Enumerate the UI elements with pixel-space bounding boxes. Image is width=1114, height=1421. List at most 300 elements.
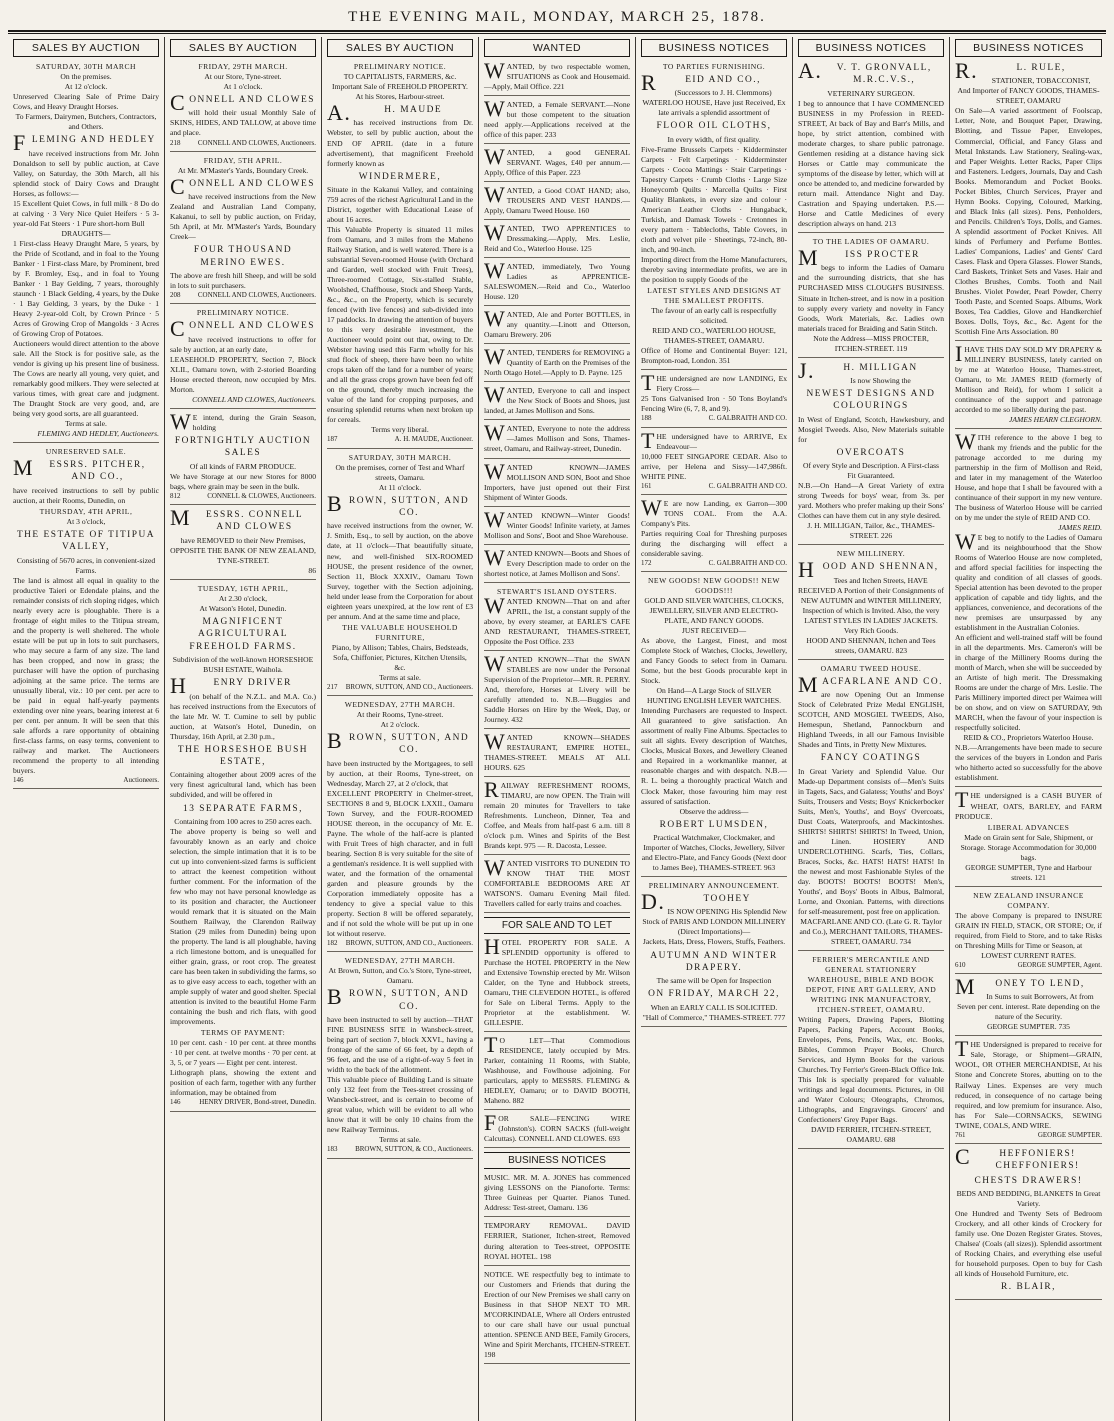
ad-number: 812 — [170, 491, 181, 500]
section-header: FOR SALE AND TO LET — [484, 917, 630, 934]
ad-signature: GEORGE SUMPTER, Tyne and Harbour streets. 121 — [965, 862, 1092, 882]
wanted-ad — [484, 458, 630, 507]
wanted-ad — [484, 58, 630, 96]
ad-text: WANTED KNOWN—Winter Goods! Winter Goods! Infinite variety, at James Mollison and Sons', Boot and Shoe Warehouse. — [484, 506, 630, 540]
ad-date: TUESDAY, 16TH APRIL, — [197, 583, 289, 593]
advertisement — [798, 58, 944, 233]
ad-text: begs to inform the Ladies of Oamaru and the surrounding districts, that she has PURCHASED MISS CLOUGH'S BUSINESS. Situate in Itchen-street, and is now in a position to supply every variety and novelty in Fancy Goods, Work Materials, &c. Ladies own materials traced for Braiding and Satin Stitch. — [798, 263, 944, 333]
ad-heading: PRELIMINARY NOTICE. — [353, 62, 447, 71]
wanted-ad — [484, 220, 630, 258]
ad-headline: THE VALUABLE HOUSEHOLD FURNITURE, — [342, 622, 458, 642]
ad-time: At 12 o'clock. — [64, 82, 108, 92]
ad-footer — [327, 939, 473, 948]
columns — [8, 37, 1106, 1421]
advertisement — [641, 62, 787, 370]
ad-terms: Terms at sale. — [379, 672, 421, 682]
ad-text: WANTED, a Female SERVANT.—None but those competent to the situation need apply.—Applications received at the office of this paper. 233 — [484, 96, 630, 140]
ad-footer — [13, 776, 159, 785]
ad-place: At Mr. M'Master's Yards, Boundary Creek. — [177, 165, 309, 175]
advertisement — [13, 447, 159, 789]
advertisement — [955, 340, 1102, 429]
ad-signature-text: Practical Watchmaker, Clockmaker, and Importer of Watches, Clocks, Jewellery, Silver and Electro-Plate, and Fancy Goods (Next door to James Bee), THAMES-STREET. 963 — [641, 832, 787, 872]
ad-text: have REMOVED to their New Premises, — [180, 535, 306, 545]
ad-footer — [170, 291, 316, 300]
ad-text: MUSIC. MR. M. A. JONES has commenced giving LESSONS on the Pianoforte. Terms: Three Guineas per Quarter. Pianos Tuned. Address: Test-street, Oamaru. 136 — [484, 1173, 630, 1213]
advertisement — [955, 428, 1102, 788]
ad-text: WANTED, TENDERS for REMOVING a Quantity of Earth on the Premises of the North Otago Hotel.—Apply to D. Payne. 125 — [484, 344, 630, 378]
ad-footer — [641, 414, 787, 423]
ad-text: TEMPORARY REMOVAL. DAVID FERRIER, Stationer, Itchen-street, Removed during alteration to Tees-street, OPPOSITE ROYAL HOTEL. 198 — [484, 1221, 630, 1261]
ad-agent: MESSRS. CONNELL AND CLOWES — [170, 504, 304, 533]
masthead-rule-thin — [8, 33, 1106, 34]
wanted-ad — [484, 344, 630, 382]
ad-body: The land is almost all equal in quality to the productive Taieri or Edendale plains, and the remainder consists of rich sloping ridges, which nearly every acre is ploughable. There is a frontage of eight miles to the Titipua stream, and the property is well sheltered. The whole estate will be put up in lots to suit purchasers, who may secure a farm of any size. The land has been cropped, and now in grass; the purchaser will have the option of purchasing adjoining at the same price. The terms are unusually liberal, viz.: 10 per cent. per acre to be paid in equal half-yearly payments extending over nine years, bearing interest at 6 per cent. per annum. It will be seen that this sale affords a rare opportunity of obtaining first-class farms, on easy terms, convenient to railway and market. The Auctioneers recommend the property to all intending buyers. — [13, 575, 159, 775]
section-header: BUSINESS NOTICES — [484, 1152, 630, 1169]
ad-signature: REID AND CO., WATERLOO HOUSE, THAMES-STREET, OAMARU. — [652, 326, 776, 346]
ad-to: To Farmers, Dairymen, Butchers, Contractors, and Others. — [15, 112, 157, 132]
column-header: BUSINESS NOTICES — [798, 39, 944, 57]
ad-text: IS NOW OPENING His Splendid New Stock of PARIS AND LONDON MILLINERY (Direct Importations)— — [642, 907, 787, 937]
ad-subhead: DRAUGHTS— — [61, 228, 111, 238]
ad-place: At their Rooms, Tyne-street. — [356, 709, 444, 719]
ad-number: 161 — [641, 481, 652, 490]
ad-estate: THE HORSESHOE BUSH ESTATE, — [177, 744, 309, 768]
ad-signature: Auctioneers. — [123, 776, 159, 785]
advertisement — [955, 973, 1102, 1036]
advertisement — [484, 1270, 630, 1364]
ad-place: On the premises, corner of Test and Wharf streets, Oamaru. — [335, 462, 465, 482]
advertisement — [327, 453, 473, 696]
ad-headline: MAGNIFICENT AGRICULTURAL FREEHOLD FARMS. — [189, 616, 297, 652]
ad-footer — [955, 1131, 1102, 1140]
ad-text: WANTED, Ale and Porter BOTTLES, in any quantity.—Linott and Otterson, Oamaru Brewery. 206 — [484, 306, 630, 340]
ad-text: Writing Papers, Drawing Papers, Blotting Papers, Packing Papers, Account Books, Envelopes, Pens, Pencils, Wax, etc. Books, Bibles, Common Prayer Books, Church Services, and Hymn Books for the various Churches. Try Ferrier's Green-Black Office Ink. This Ink is specially prepared for valuable writings and legal documents. Pictures, in Oil and Water Colours; Oleographs, Chromos, Lithographs, and Engravings. Grocers' and Confectioners' Grey Paper Bags. — [798, 1015, 944, 1125]
ad-text: As above, the Largest, Finest, and most Complete Stock of Watches, Clocks, Jewellery, and Fancy Goods to select from in Oamaru. Some, but the best Goods procurable kept in Stock. — [641, 636, 787, 686]
ad-signature: HOOD AND SHENNAN, Itchen and Tees streets, OAMARU. 823 — [806, 635, 936, 655]
ad-text: WANTED, a Good COAT HAND; also, TROUSERS AND VEST HANDS.—Apply, Oamaru Tweed House. 160 — [484, 182, 630, 216]
column-header: BUSINESS NOTICES — [641, 39, 787, 57]
ad-agent: MACFARLANE AND CO. — [798, 671, 943, 697]
ad-just: JUST RECEIVED— — [681, 626, 747, 636]
ad-signature: REID & CO., Proprietors Waterloo House. — [963, 733, 1094, 743]
ad-time: At 11 o'clock. — [378, 482, 422, 492]
column-4 — [479, 37, 636, 1421]
ad-text: Tees and Itchen Streets, HAVE RECEIVED A Portion of their Consignments of NEW AUTUMN and WINTER MILLINERY, Inspection of which is Invited. Also, the very LATEST STYLES IN LADIES' JACKETS. Very Rich Goods. — [798, 575, 944, 635]
ad-body: EXCELLENT PROPERTY in Chelmer-street, SECTIONS 8 and 9, BLOCK LXXII., Oamaru Town Survey, and the FOUR-ROOMED HOUSE thereon, in the occupancy of Mr. E. Payne. The whole of the half-acre is planted with Fruit Trees of high character, and in full bearing. Section 8 is very suitable for the site of a gentleman's residence. It is well supplied with water, and the formation of the ornamental garden and pleasure grounds by the Corporation immediately opposite has a tendency to give a special value to this property. Section 8 will be offered separately, and if not sold the whole will be put up in one lot without reserve. — [327, 788, 473, 939]
ad-time: At 3 o'clock, — [66, 516, 106, 526]
ad-heading: NEW MILLINERY. — [836, 549, 906, 559]
ad-date: FRIDAY, 5TH APRIL. — [203, 155, 283, 165]
ad-number: 182 — [327, 939, 338, 948]
ad-text: The above Company is prepared to INSURE GRAIN IN FIELD, STACK, OR STORE; Or, if required, from Field to Store, and to take Risks on Threshing Mills for Time or Season, at — [955, 910, 1102, 950]
advertisement — [484, 1173, 630, 1217]
ad-signature: CONNELL & CLOWES, Auctioneers. — [207, 491, 316, 500]
ad-number: 86 — [308, 565, 316, 575]
ad-hand: On Hand—A Large Stock of SILVER HUNTING ENGLISH LEVER WATCHES. — [646, 686, 781, 706]
ad-title: STATIONER, TOBACCONIST, — [991, 76, 1091, 86]
masthead-rule — [8, 30, 1106, 32]
ad-text: In Sums to suit Borrowers, At from Seven per cent. interest. Rate depending on the nature of the Security. — [957, 992, 1100, 1022]
advertisement — [327, 62, 473, 449]
ad-number: 183 — [327, 1145, 338, 1154]
ad-sub: Subdivision of the well-known HORSESHOE BUSH ESTATE, Waihola. — [172, 655, 314, 675]
ad-signature: R. BLAIR, — [1001, 1282, 1056, 1293]
ad-title: VETERINARY SURGEON. — [827, 88, 915, 98]
ad-number: 188 — [641, 414, 652, 423]
ad-agent: CONNELL AND CLOWES — [170, 173, 315, 199]
ad-number: 218 — [170, 138, 181, 147]
ad-agent: CONNELL AND CLOWES — [170, 90, 315, 116]
wanted-ad — [484, 258, 630, 306]
column-6 — [793, 37, 950, 1421]
ad-agent: BROWN, SUTTON, AND CO. — [327, 984, 470, 1012]
advertisement — [798, 357, 944, 546]
ad-agent: MISS PROCTER — [798, 245, 920, 271]
ad-early: When an EARLY CALL IS SOLICITED. — [650, 1002, 778, 1012]
wanted-ad — [484, 420, 630, 458]
ad-number: 146 — [170, 1098, 181, 1107]
ad-rates: LOWEST CURRENT RATES. — [981, 950, 1076, 960]
ad-terms: Terms at sale. — [65, 418, 107, 428]
ad-number: 217 — [327, 682, 338, 691]
ad-footer — [327, 1145, 473, 1154]
column-header: SALES BY AUCTION — [170, 39, 316, 57]
ad-number: 187 — [327, 435, 338, 444]
wanted-ad — [484, 306, 630, 344]
advertisement — [484, 650, 630, 729]
ad-headline: NEWEST DESIGNS AND COLOURINGS — [806, 389, 936, 412]
advertisement — [798, 549, 944, 660]
advertisement — [641, 494, 787, 572]
ad-sub: CHESTS DRAWERS! — [974, 1175, 1083, 1186]
ad-heading: NEW ZEALAND INSURANCE COMPANY. — [973, 890, 1084, 910]
advertisement — [170, 62, 316, 152]
ad-footer — [327, 435, 473, 444]
ad-date: WEDNESDAY, 27TH MARCH. — [344, 956, 456, 966]
ad-agent: MESSRS. PITCHER, AND CO., — [13, 454, 146, 483]
advertisement — [955, 787, 1102, 886]
ad-date: FRIDAY, 29TH MARCH. — [198, 62, 288, 71]
advertisement — [327, 956, 473, 1158]
advertisement — [798, 664, 944, 951]
ad-number: 208 — [170, 291, 181, 300]
advertisement — [955, 1036, 1102, 1143]
ad-text: have received instructions from the New Zealand and Australian Land Company, Kakanui, to sell by public auction, on Friday, 5th April, at Mr. M'Master's Yards, Boundary Creek— — [170, 192, 316, 242]
ad-signature: BROWN, SUTTON, AND CO., Auctioneers. — [345, 939, 473, 948]
ad-to: TO CAPITALISTS, FARMERS, &c. — [343, 72, 457, 82]
ad-place: OPPOSITE THE BANK OF NEW ZEALAND, TYNE-STREET. — [170, 545, 316, 565]
wanted-ad — [484, 96, 630, 144]
ad-footer — [327, 683, 473, 692]
ad-list: 1 First-class Heavy Draught Mare, 5 years, by the Pride of Scotland, and in foal to the Young Banker · 1 First-class Mare, by Prominent, bred by F. Bromley, Esq., and in foal to Young Banker · 1 Bay Gelding, 7 years, thoroughly staunch · 1 Black Gelding, 4 years, by the Duke · 1 Bay Gelding, 3 years, by the Duke · 1 Heavy 2-year-old Colt, by Crown Prince · 5 Acres of Growing Crop of Mangolds · 3 Acres of Growing Crop of Potatoes. — [13, 238, 159, 338]
ad-signature: GEORGE SUMPTER. — [1037, 1130, 1102, 1139]
ad-fancy: FANCY COATINGS — [820, 753, 922, 764]
ad-date: THURSDAY, 4TH APRIL, — [39, 506, 133, 516]
ad-sub: And Importer of FANCY GOODS, THAMES-STREET, OAMARU — [957, 86, 1100, 106]
column-2 — [165, 37, 322, 1421]
advertisement — [798, 955, 944, 1149]
ad-text: have received instructions from Mr. John Donaldson to sell by public auction, at Cave Valley, on Saturday, the 30th March, all his splendid stock of Dairy Cows and Draught Horses, as follows:— — [13, 148, 159, 198]
column-1 — [8, 37, 165, 1421]
ad-sub: Piano, by Allison; Tables, Chairs, Bedsteads, Sofa, Chiffonier, Pictures, Kitchen Utensils, &c. — [331, 642, 469, 672]
ad-heading: STEWART'S ISLAND OYSTERS. — [497, 586, 617, 596]
wanted-ad — [484, 182, 630, 220]
ad-time: At 2.30 o'clock, — [218, 593, 268, 603]
ad-agent: BROWN, SUTTON, AND CO. — [327, 490, 470, 519]
ad-text: WANTED KNOWN—Boots and Shoes of Every Description made to order on the shortest notice, at James Mollison and Sons'. — [484, 544, 630, 578]
ad-office: Office of Home and Continental Buyer: 121, Brompton-road, London. 351 — [641, 346, 787, 366]
ad-text: WE are now Landing, ex Garron—300 TONS COAL. From the A.A. Company's Pits. — [641, 494, 787, 528]
column-7 — [950, 37, 1106, 1421]
ad-signature: C. GALBRAITH AND CO. — [708, 414, 787, 423]
advertisement — [170, 156, 316, 305]
ad-text: WANTED, a good GENERAL SERVANT. Wages, £40 per annum.—Apply, Office of this Paper. 223 — [484, 144, 630, 178]
advertisement — [484, 855, 630, 913]
ad-heading: LIBERAL ADVANCES — [987, 822, 1070, 832]
column-header: SALES BY AUCTION — [327, 39, 473, 57]
ad-heading: PRELIMINARY ANNOUNCEMENT. — [648, 881, 780, 891]
ad-text: FOR SALE—FENCING WIRE (Johnston's). CORN SACKS (full-weight Calcuttas). CONNELL AND CLOWES. 693 — [484, 1110, 630, 1144]
ad-place: "Hall of Commerce," THAMES-STREET. 777 — [642, 1012, 786, 1022]
advertisement — [484, 728, 630, 777]
ad-date: SATURDAY, 30TH MARCH. — [348, 452, 452, 462]
ad-signature: C. GALBRAITH AND CO. — [708, 558, 787, 567]
ad-text: I beg to announce that I have COMMENCED BUSINESS in my Profession in REED-STREET, At back of Bay and Barr's Mills, and hope, by strict attention, combined with moderate charges, to share public patronage. Gentlemen residing at a distance having sick Horses or Cattle may communicate the symptoms of the disease by letter, which will at once be attended to, and medicine forwarded by return mail. Attendance Night and Day. Castration and Spaying undertaken. P.S.—Horse and Cattle Medicines of every description always on hand. 213 — [798, 98, 944, 229]
ad-number: 146 — [13, 776, 24, 785]
advertisement — [170, 584, 316, 1112]
ad-heading: FERRIER'S MERCANTILE AND GENERAL STATIONERY WAREHOUSE, BIBLE AND BOOK DEPOT, FINE ART GALLERY, AND WRITING INK MANUFACTORY, ITCHEN-STREET, OAMARU. — [805, 955, 937, 1015]
ad-text: have received instructions to sell by public auction, at their Rooms, Dunedin, on — [13, 485, 159, 505]
ad-text: WANTED KNOWN—JAMES MOLLISON AND SON, Boot and Shoe Importers, have just opened out their First Shipment of Winter Goods. — [484, 458, 630, 502]
column-header: SALES BY AUCTION — [13, 39, 159, 57]
ad-signature: CONNELL AND CLOWES, Auctioneers. — [192, 394, 316, 404]
ad-agent: J.H. MILLIGAN — [798, 357, 918, 383]
ad-list: 25 Tons Galvanised Iron · 50 Tons Boyland's Fencing Wire (6, 7, 8, and 9). — [641, 394, 787, 414]
ad-place: At his Stores, Harbour-street. — [355, 92, 445, 102]
ad-text: WANTED, Everyone to call and inspect the New Stock of Boots and Shoes, just landed, at James Mollison and Sons. — [484, 382, 630, 416]
ad-body: An efficient and well-trained staff will be found in all the departments. Mrs. Cameron's will be in charge of the Millinery Rooms during the month of March, when she will be succeeded by an Artiste of high merit. The Dressmaking Rooms are under the charge of Mrs. Leslie. The Paris Millinery imported direct per Waimea will be on show, and on view on SATURDAY, 9th MARCH, when the favour of your inspection is respectfully solicited. — [955, 633, 1102, 733]
ad-agent: A.H. MAUDE — [327, 100, 443, 126]
ad-signature: JAMES HEARN CLEGHORN. — [1008, 414, 1102, 424]
ad-place: At Brown, Sutton, and Co.'s Store, Tyne-street, Oamaru. — [328, 966, 472, 986]
ad-terms: Terms at sale. — [379, 1135, 421, 1145]
advertisement — [641, 576, 787, 877]
advertisement — [641, 881, 787, 1027]
advertisement — [955, 891, 1102, 974]
ad-sub: GOLD AND SILVER WATCHES, CLOCKS, JEWELLERY, SILVER AND ELECTRO-PLATE, AND FANCY GOODS. — [644, 596, 784, 626]
ad-body: This Valuable Property is situated 11 miles from Oamaru, and 3 miles from the Maheno Railway Station, and is well watered. There is a substantial Seven-roomed House (with Orchard and Garden, well stocked with Fruit Trees), Three-roomed Cottage, Six-stalled Stable, Woolshed, Chaffhouse, Stock and Sheep Yards, &c., &c., on the Property, which is securely fenced (with live fences) and sub-divided into 17 paddocks. In drawing the attention of buyers to this very desirable investment, the Auctioneer would point out that, owing to Dr. Webster having used this Farm wholly for his stud flock of sheep, there have been no white crops taken off the land for a number of years; and all the grass crops grown have been fed off on the ground, thereby much increasing the value of the land for cropping purposes, and ensuring splendid returns when next broken up for cereals. — [327, 225, 473, 425]
ad-farms-text: Containing from 100 acres to 250 acres each. — [174, 816, 312, 826]
ad-text: have been instructed to sell by auction—THAT FINE BUSINESS SITE in Wansbeck-street, being part of section 7, block XXVI., having a frontage of the same of 66 feet, by a depth of 96 feet, and the use of a right-of-way 5 feet in width to the back of the allotment. — [327, 1015, 473, 1075]
ad-text: RAILWAY REFRESHMENT ROOMS, TIMARU, are now OPEN. The Train will remain 20 minutes for Travellers to take Refreshments. Luncheon, Dinner, Tea and Coffee, and Meals from half-past 6 a.m. till 8 o'clock p.m. Wines and Spirits of the Best Brands kept. 975 — R. Dacosta, Lessee. — [484, 776, 630, 851]
ad-place: At Watson's Hotel, Dunedin. — [199, 603, 287, 613]
ad-footer — [170, 1098, 316, 1107]
ad-list: Jackets, Hats, Dress, Flowers, Stuffs, Feathers. — [642, 937, 786, 947]
ad-sub: In every width, of first quality. — [667, 134, 761, 144]
ad-text: HOTEL PROPERTY FOR SALE. A SPLENDID opportunity is offered to Purchase the HOTEL PROPERTY in the New and Extensive Township erected by Mr. Wilson Calder, on the Tyne and Hubbock streets, Oamaru, THE CLEVEDON HOTEL, is offered for Sale on Liberal Terms. Apply to the Proprietor at the establishment. W. GILLESPIE. — [484, 934, 630, 1028]
advertisement — [641, 370, 787, 427]
ad-coats-text: Of every Style and Description. A First-class Fit Guaranteed. — [802, 461, 940, 481]
ad-signature: J. H. MILLIGAN, Tailor, &c., THAMES-STREET. 226 — [807, 521, 935, 541]
ad-heading: PRELIMINARY NOTICE. — [196, 308, 290, 318]
ad-body: Parties requiring Coal for Threshing purposes during the discharging will effect a considerable saving. — [641, 528, 787, 558]
ad-styles: LATEST STYLES AND DESIGNS AT THE SMALLEST PROFITS. — [647, 286, 781, 306]
ad-date: WEDNESDAY, 27TH MARCH. — [344, 699, 456, 709]
ad-text: (Successors to J. H. Clemmons) WATERLOO HOUSE, Have just Received, Ex late arrivals a splendid assortment of — [642, 88, 786, 118]
ad-heading: NEW GOODS! NEW GOODS!! NEW GOODS!!! — [647, 576, 781, 596]
ad-estate-text: Containing altogether about 2009 acres of the very finest agricultural land, which has been subdivided, and will be offered in — [170, 770, 316, 800]
ad-text: IHAVE THIS DAY SOLD MY DRAPERY & MILLINERY BUSINESS, lately carried on by me at Waterloo House, Thames-street, Oamaru, to Mr. JAMES REID (formerly of Mollison and Reid), for whom I solicit a continuance of the support and patronage accorded to me so liberally during the past. — [955, 340, 1102, 414]
ad-signature: BROWN, SUTTON, AND CO., Auctioneers. — [345, 682, 473, 691]
ad-text: WANTED KNOWN—That the SWAN STABLES are now under the Personal Supervision of the Proprietor—MR. R. PERRY. And, therefore, Horses at Livery will be carefully attended to. N.B.—Buggies and Saddle Horses on Hire by the Week, Day, or Journey. 432 — [484, 650, 630, 724]
ad-text: WANTED, immediately, Two Young Ladies as APPRENTICE-SALESWOMEN.—Reid and Co., Waterloo House. 120 — [484, 258, 630, 302]
ad-text: THE undersigned is a CASH BUYER of WHEAT, OATS, BARLEY, and FARM PRODUCE. — [955, 787, 1102, 821]
ad-body: This valuable piece of Building Land is situate only 132 feet from the Tees-street crossing of Wansbeck-street, and is certain to become of great value, which will be evident to all who know that it will be only 10 chains from the new Railway Terminus. — [327, 1075, 473, 1135]
advertisement — [170, 504, 316, 580]
ad-text: WANTED KNOWN—That on and after APRIL, the 1st, a constant supply of the above, by every steamer, at EARLE'S CAFE AND RESTAURANT, THAMES-STREET, Opposite the Post Office. 233 — [484, 592, 630, 646]
ad-text: WANTED KNOWN—SHADES RESTAURANT, EMPIRE HOTEL, THAMES-STREET. MEALS AT ALL HOURS. 625 — [484, 728, 630, 772]
for-sale-ad — [484, 934, 630, 1032]
column-header: WANTED — [484, 39, 630, 57]
ad-list: Five-Frame Brussels Carpets · Kidderminster Carpets · Felt Carpetings · Kidderminster Carpets · Cocoa Mattings · Stair Carpetings · Tapestry Carpets · Crumb Cloths · Large Size Honeycomb Quilts · Marcella Quilts · First Quality Blankets, in every size and colour · American Leather Cloths · Hungaback, Turkish, and Damask Towels · Cretonnes in every pattern · Tablecloths, Table Covers, in cloth and velvet pile · Sheetings, 72-inch, 80-inch, and 90-inch. — [641, 144, 787, 255]
ad-headline: CHEFFONIERS! CHEFFONIERS! — [955, 1143, 1080, 1172]
ad-list: 10,000 FEET SINGAPORE CEDAR. Also to arrive, per Helena and Sissy—147,986ft. WHITE PINE. — [641, 451, 787, 481]
ad-footer — [955, 961, 1102, 970]
advertisement — [13, 62, 159, 443]
column-5 — [636, 37, 793, 1421]
ad-headline: MONEY TO LEND, — [955, 973, 1085, 999]
ad-body: LEASEHOLD PROPERTY, Section 7, Block XLII., Oamaru town, with 2-storied Boarding House erected thereon, now occupied by Mrs. Morton. — [170, 354, 316, 394]
ad-agent: BROWN, SUTTON, AND CO. — [327, 727, 470, 756]
ad-number: 761 — [955, 1130, 966, 1139]
wanted-ad — [484, 544, 630, 583]
ad-signature: FLEMING AND HEDLEY, Auctioneers. — [37, 428, 159, 438]
ad-body: Unreserved Clearing Sale of Prime Dairy Cows, and Heavy Draught Horses. — [13, 92, 159, 112]
ad-terms-heading: TERMS OF PAYMENT: — [200, 1028, 286, 1038]
ad-text: THE undersigned are now LANDING, Ex Fiery Cross— — [641, 370, 787, 396]
advertisement — [955, 1143, 1102, 1300]
ad-note: Auctioneers would direct attention to the above sale. All the Stock is for positive sale, as the vendor is giving up his present line of business. The Cows are nearly all young, very quiet, and remarkably good milkers. They were selected at various times, with great care and judgment. The Draught Stock are very good, and, are being very good sorts, are all guaranteed. — [13, 338, 159, 418]
ad-heading: UNRESERVED SALE. — [45, 446, 127, 456]
ad-estate: THE ESTATE OF TITIPUA VALLEY, — [16, 529, 156, 553]
ad-time: At 2 o'clock. — [380, 719, 420, 729]
advertisement — [641, 427, 787, 495]
ad-body: Intending Purchasers are requested to Inspect. All guaranteed to give satisfaction. An assortment of really Fine Albums. Spectacles to suit all sights. Every description of Watches, Clocks, Musical Boxes, and Jewellery Cleaned and Repaired in a workmanlike manner, at reasonable charges and with despatch. N.B.—R. L. being a thoroughly practical Watch and Clock Maker, those favouring him may rest assured of satisfaction. — [641, 706, 787, 806]
wanted-ad — [484, 506, 630, 545]
ad-footer — [641, 482, 787, 491]
wanted-ad — [484, 382, 630, 420]
ad-estate: WINDERMERE, — [358, 171, 442, 182]
ad-note: N.B.—Arrangements have been made to secure the services of the buyers in London and Paris who hitherto acted so successfully for the above establishment. — [955, 743, 1102, 783]
ad-text: THE Undersigned is prepared to receive for Sale, Storage, or Shipment—GRAIN, WOOL, OR OTHER MERCHANDISE, At his Stone and Concrete Stores, abutting on to the Railway Lines. Expenses are very much reduced, in consequence of no cartage being required, and low premium for insurance. Also, has For Sale—CORNSACKS, SEWING TWINE, COALS, AND WIRE. — [955, 1036, 1102, 1130]
ad-signature: CONNELL AND CLOWES, Auctioneers. — [197, 291, 316, 300]
ad-agent: HOOD AND SHENNAN, — [798, 557, 939, 583]
wanted-ad — [484, 144, 630, 182]
for-sale-ad — [484, 1032, 630, 1110]
ad-body: The above property is being so well and favourably known as an early and choice selection, the simple intimation that it is to be cut up into convenient-sized farms is sufficient to attract the keenest competition without further comment. For the information of the few who may not have personal knowledge as to its position and character, the Auctioneer would remark that it is situated on the Main Southern Railway, the Clarendon Railway Station (29 miles from Dunedin) being upon the property. The land is all ploughable, having a rich limestone bottom, and is unequalled for either grain, grass, or root crop. The greatest care has been taken in subdividing the farms, so as to give easy access to each, together with an ample supply of water and good shelter. Special attention is invited to the beautiful Home Farm containing the bush and rich flats, with good improvements. — [170, 826, 316, 1027]
ad-text: On Sale—A varied assortment of Foolscap, Letter, Note, and Bouquet Paper, Drawing, Blotting, and Tissue Paper, Envelopes, Commercial, Official, and Fancy Glass and Metal Inkstands. Law Stationery, Sealing-wax, and Paper Weights. Letter Racks, Paper Clips and Fasteners. Ledgers, Journals, Day and Cash Books. Memorandum and Pocket Books. Pocket Bibles, Church Services, Prayer and Hymn Books. Copying, Coloured, Marking, and Black Inks (all sizes). Pens, Penholders, and Pencils. Children's Toys, Dolls, and Games. A splendid assortment of Pocket Knives. All kinds of Perfumery and Perfume Bottles. Ladies' Companions, Ladies' and Gents' Card Cases. Flask and Opera Glasses. Flower Stands, Card Baskets, Trinket Sets and Vases. Hair and Clothes Brushes, Combs. Tooth and Nail Brushes. Violet Powder, Pearl Powder, Cherry Tooth Paste, and Scented Soaps. Albums, Work Boxes, Tea Caddies, Glove and Handkerchief Boxes. Dolls, Toys, &c., &c. Agent for the Scottish Fine Arts Association. 80 — [955, 106, 1102, 336]
ad-headline: FORTNIGHTLY AUCTION SALES — [174, 435, 312, 459]
ad-text: has received instructions from Dr. Webster, to sell by public auction, about the END OF APRIL (date in a future advertisement), that magnificent Freehold formerly known as — [327, 118, 473, 168]
ad-estate-text: Situate in the Kakanui Valley, and containing 759 acres of the richest Agricultural Land in the District, together with Educational Lease of about 16 acres. — [327, 184, 473, 224]
ad-time: At 1 o'clock. — [223, 82, 263, 92]
ad-text: WITH reference to the above I beg to thank my friends and the public for the patronage accorded to me during my partnership in the firm of Mollison and Reid, and later in my management of the Waterloo House, and hope that I shall be favoured with a continuance of their support in my new venture. The business of Waterloo House will be carried on by me under the style of REID AND CO. — [955, 428, 1102, 523]
ad-text: (on behalf of the N.Z.L. and M.A. Co.) has received instructions from the Executors of the late Mr. W. T. Cumine to sell by public auction, at Watson's Hotel, Dunedin, on Thursday, 16th April, at 2.30 p.m., — [170, 691, 316, 741]
ad-number: 610 — [955, 960, 966, 969]
ad-signature: Note the Address—MISS PROCTER, ITCHEN-STREET. 119 — [813, 333, 929, 353]
ad-litho: Lithograph plans, showing the extent and position of each farm, together with any further information, may be obtained from — [170, 1068, 316, 1098]
ad-text: WANTED, by two respectable women, SITUATIONS as Cook and Housemaid.—Apply, Mail Office. 221 — [484, 58, 630, 92]
ad-signature: ROBERT LUMSDEN, — [659, 819, 769, 830]
ad-text: Is now Showing the — [850, 376, 911, 385]
ad-signature: C. GALBRAITH AND CO. — [708, 481, 787, 490]
ad-agent: REID AND CO., — [641, 70, 761, 96]
ad-body: Made on Grain sent for Sale, Shipment, or Storage. Storage Accommodation for 30,000 bags. — [960, 832, 1097, 862]
ad-agent: CONNELL AND CLOWES — [170, 316, 315, 342]
ad-footer — [170, 492, 316, 501]
ad-agent: HENRY DRIVER — [170, 673, 292, 699]
ad-estate-sub: Consisting of 5670 acres, in convenient-sized Farms. — [16, 555, 156, 575]
ad-body: The above are fresh hill Sheep, and will be sold in lots to suit purchasers. — [170, 271, 316, 291]
advertisement — [327, 700, 473, 952]
ad-body: The same will be Open for Inspection — [656, 976, 772, 986]
masthead: THE EVENING MAIL, MONDAY, MARCH 25, 1878. — [348, 9, 766, 25]
ad-text: have received instructions from the owner, W. J. Smith, Esq., to sell by auction, on the above date, at 11 o'clock—That beautifully situate, new, and well-finished SIX-ROOMED HOUSE, the present residence of the owner, Section 11, Block XXXIV., Oamaru Town Survey, together with the Section adjoining, held under lease from the Corporation for about eighteen years unexpired, at the low rent of £3 per annum. And at the same time and place, — [327, 521, 473, 621]
ad-signature: GEORGE SUMPTER, Agent. — [1017, 960, 1102, 969]
ad-text: THE undersigned have to ARRIVE, Ex Endeavour— — [641, 427, 787, 453]
ad-signature: BROWN, SUTTON, & CO., Auctioneers. — [355, 1145, 473, 1154]
ad-signature: JAMES REID. — [1058, 523, 1102, 533]
ad-favour: The favour of an early call is respectfully solicited. — [651, 306, 777, 326]
ad-body: In West of England, Scotch, Hawkesbury, and Mosgiel Tweeds. Also, New Materials suitable for — [798, 414, 944, 444]
ad-terms: 10 per cent. cash · 10 per cent. at three months · 10 per cent. at twelve months · 70 per cent. at 3, 5, or 7 years — Eight per cent. interest. — [170, 1038, 316, 1068]
ad-text: have received instructions to offer for sale by auction, at an early date, — [170, 334, 316, 354]
advertisement — [170, 308, 316, 409]
ad-sub: Important Sale of FREEHOLD PROPERTY. — [332, 82, 468, 92]
ad-heading: TO THE LADIES OF OAMARU. — [812, 237, 930, 247]
advertisement — [798, 237, 944, 358]
ad-agent: FLEMING AND HEDLEY — [13, 130, 156, 156]
column-3 — [322, 37, 479, 1421]
ad-heading: OAMARU TWEED HOUSE. — [820, 663, 922, 673]
ad-agent: WE intend, during the Grain Season, holding — [170, 408, 316, 434]
ad-signature: CONNELL AND CLOWES, Auctioneers. — [197, 138, 316, 147]
ad-observe: Observe the address— — [679, 806, 749, 816]
ad-text: WANTED, Everyone to note the address—James Mollison and Sons, Thames-street, Oamaru, and Railway-street, Dunedin. — [484, 420, 630, 454]
ad-text: One Hundred and Twenty Sets of Bedroom Crockery, and all other kinds of Crockery for family use. One Dozen Register Grates. Stoves, Chalsea' (Coals (all sizes)). Splendid assortment of Rocking Chairs, and everything else useful for household purposes. Open to buy for Cash all kinds of Household Furniture, etc. — [955, 1209, 1102, 1279]
ad-sub2: BEDS AND BEDDING, BLANKETS In Great Variety. — [956, 1189, 1101, 1209]
ad-headline: FLOOR OIL CLOTHS, — [656, 121, 772, 132]
ad-footer — [641, 559, 787, 568]
ad-text: WE beg to notify to the Ladies of Oamaru and its neighbourhood that the Show Rooms of Waterloo House are now completed, and afford special facilities for inspecting the quality and condition of all classes of goods. Special attention has been devoted to the proper application of capable and tidy lights, and the appliances, convenience, and decorations of the new premises are unsurpassed by any establishment in the Australian Colonies. — [955, 529, 1102, 633]
ad-text: will hold their usual Monthly Sale of SKINS, HIDES, AND TALLOW, at above time and place. — [170, 108, 316, 138]
advertisement — [484, 587, 630, 651]
ad-body: In Great Variety and Splendid Value. Our Made-up Department consists of—Men's Suits in Tagets, Sacs, and Galatess; Youths' and Boys' Suits, Trousers and Vests; Boys' Knickerbocker Suits, Men's, Youths', and Boys' Overcoats, Dust Coats, Waterproofs, and Mackintoshes. SHIRTS! SHIRTS! SHIRTS! In Tweed, Union, and Linen. HOSIERY AND UNDERCLOTHING. Scarfs, Ties, Collars, Braces, Socks, &c. HATS! HATS! HATS! In the newest and most Fashionable Styles of the day. BOOTS! BOOTS! BOOTS! Men's, Youths', and Boys' Boots in Albus, Balmoral, Lorne, and Oxonian. Patterns, with directions for self-measurement, post free on application. — [798, 766, 944, 917]
ad-note: N.B.—On Hand—A Great Variety of extra strong Tweeds for boys' wear, from 3s. per yard. Mothers who prefer making up their Sons' Clothes can have them cut in any style desired. — [798, 481, 944, 521]
ad-sub: AUTUMN AND WINTER DRAPERY. — [650, 950, 778, 973]
ad-coats: OVERCOATS — [836, 447, 906, 458]
advertisement — [484, 1221, 630, 1265]
ad-signature: GEORGE SUMPTER. 735 — [987, 1022, 1070, 1032]
ad-signature: DAVID FERRIER, ITCHEN-STREET, OAMARU. 688 — [811, 1125, 931, 1145]
ad-place: On the premises. — [60, 72, 112, 82]
ad-sub: Of all kinds of FARM PRODUCE. — [189, 461, 297, 471]
advertisement — [955, 58, 1102, 341]
ad-text: NOTICE. WE respectfully beg to intimate to our Customers and Friends that during the Erection of our New Premises we shall carry on Business in that SHOP NEXT TO MR. M'CORKINDALE, Where all Orders entrusted to our care shall have our usual punctual attention. SPENCE AND BEE, Family Grocers, Wine and Spirit Merchants, ITCHEN-STREET. 198 — [484, 1269, 630, 1359]
ad-body: Importing direct from the Home Manufacturers, thereby saving intermediate profits, we are in the position to supply Goods of the — [641, 255, 787, 285]
ad-date: SATURDAY, 30TH MARCH — [35, 62, 137, 71]
ad-terms: Terms very liberal. — [371, 425, 429, 435]
